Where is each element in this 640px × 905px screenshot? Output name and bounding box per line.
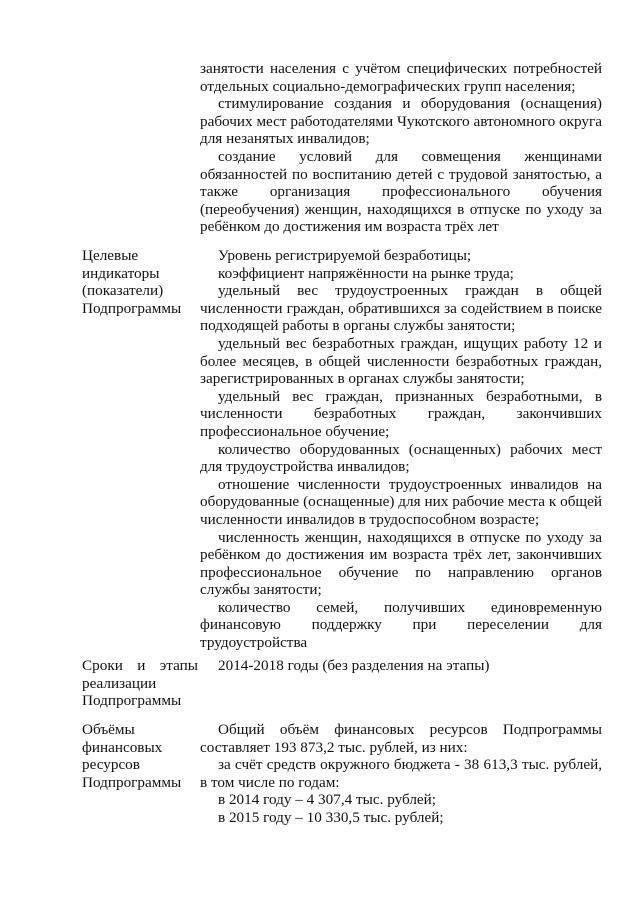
paragraph: стимулирование создания и оборудования (оснащения) рабочих мест работодателями Чукотского автономного округа для незанятых инвалидов; xyxy=(200,95,602,148)
paragraph: отношение численности трудоустроенных инвалидов на оборудованные (оснащенные) для них рабочие места к общей численности инвалидов в трудоспособном возрасте; xyxy=(200,475,602,528)
paragraph: удельный вес трудоустроенных граждан в общей численности граждан, обратившихся за содействием в поиске подходящей работы в органы службы занятости; xyxy=(200,282,602,335)
paragraph: за счёт средств окружного бюджета - 38 613,3 тыс. рублей, в том числе по годам: xyxy=(200,756,602,791)
paragraph: 2014-2018 годы (без разделения на этапы) xyxy=(218,657,490,674)
terms-content xyxy=(200,657,602,675)
indicators-label: Целевые индикаторы (показатели) Подпрограммы xyxy=(82,247,182,317)
paragraph: количество семей, получивших единовременную финансовую поддержку при переселении для трудоустройства xyxy=(200,598,602,652)
paragraph: коэффициент напряжённости на рынке труда; xyxy=(218,264,514,282)
paragraph: в 2015 году – 10 330,5 тыс. рублей; xyxy=(218,808,444,826)
paragraph: создание условий для совмещения женщинами обязанностей по воспитанию детей с трудовой занятостью, а также организация профессионального обучения (переобучения) женщин, находящихся в отпуске по уходу за ребёнком до достижения им возраста трёх лет xyxy=(200,147,602,236)
paragraph: удельный вес граждан, признанных безработными, в численности безработных граждан, закончивших профессиональное обучение; xyxy=(200,387,602,440)
paragraph: в 2014 году – 4 307,4 тыс. рублей; xyxy=(218,791,436,809)
finance-content xyxy=(200,721,602,827)
paragraph: количество оборудованных (оснащенных) рабочих мест для трудоустройства инвалидов; xyxy=(200,440,602,476)
paragraph: Уровень регистрируемой безработицы; xyxy=(218,247,472,264)
paragraph: удельный вес безработных граждан, ищущих работу 12 и более месяцев, в общей численности безработных граждан, зарегистрированных в органах службы занятости; xyxy=(200,334,602,388)
indicators-content xyxy=(200,247,602,652)
paragraph: численность женщин, находящихся в отпуске по уходу за ребёнком до достижения им возраста трёх лет, закончивших профессиональное обучение по направлению органов службы занятости; xyxy=(200,528,602,599)
paragraph: занятости населения с учётом специфических потребностей отдельных социально-демографических групп населения; xyxy=(200,60,602,95)
continuation-content xyxy=(200,60,602,236)
terms-label: Сроки и этапы реализации Подпрограммы xyxy=(82,657,198,710)
finance-label: Объёмы финансовых ресурсов Подпрограммы xyxy=(82,721,182,791)
paragraph: Общий объём финансовых ресурсов Подпрограммы составляет 193 873,2 тыс. рублей, из них: xyxy=(200,721,602,756)
